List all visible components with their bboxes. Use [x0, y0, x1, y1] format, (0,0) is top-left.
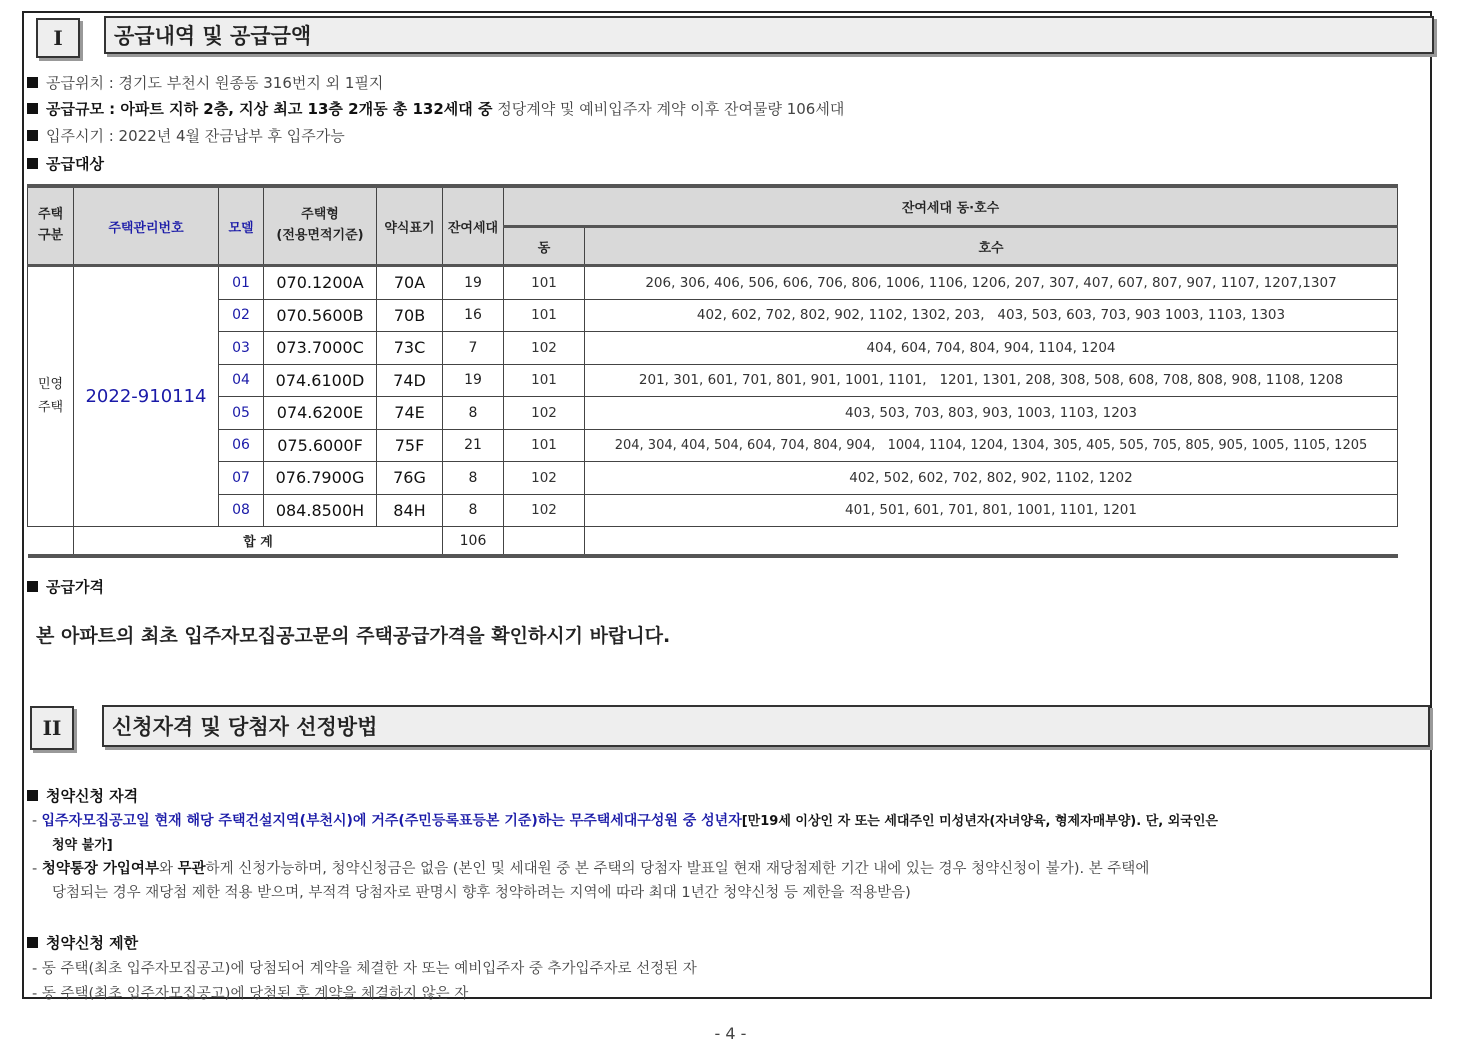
- supply-scale-bold: 공급규모 : 아파트 지하 2층, 지상 최고 13층 2개동 총 132세대 중: [46, 100, 493, 118]
- housing-type-cell: 084.8500H: [264, 494, 377, 527]
- housing-type-cell: 073.7000C: [264, 332, 377, 365]
- price-text: 본 아파트의 최초 입주자모집공고문의 주택공급가격을 확인하시기 바랍니다.: [36, 625, 671, 647]
- bullet-square-icon: [27, 790, 38, 801]
- supply-table-body: [28, 266, 1398, 527]
- dong-cell: 102: [504, 397, 585, 430]
- abbr-cell: 70B: [377, 299, 443, 332]
- supply-location: 공급위치 : 경기도 부천시 원종동 316번지 외 1필지: [27, 72, 383, 93]
- remaining-cell: 16: [443, 299, 504, 332]
- move-in-date: 입주시기 : 2022년 4월 잔금납부 후 입주가능: [27, 125, 345, 146]
- housing-type-cell: 070.1200A: [264, 266, 377, 300]
- dong-cell: 101: [504, 299, 585, 332]
- abbr-cell: 76G: [377, 462, 443, 495]
- table-row: [28, 462, 1398, 495]
- table-row: [28, 364, 1398, 397]
- supply-scale: [27, 98, 844, 119]
- remaining-cell: 7: [443, 332, 504, 365]
- abbr-cell: 73C: [377, 332, 443, 365]
- table-row: [28, 397, 1398, 430]
- model-cell: 01: [219, 266, 264, 300]
- dong-cell: 101: [504, 266, 585, 300]
- model-cell: 07: [219, 462, 264, 495]
- bullet-square-icon: [27, 937, 38, 948]
- model-cell: 03: [219, 332, 264, 365]
- hosu-cell: 402, 602, 702, 802, 902, 1102, 1302, 203, 403, 503, 603, 703, 903 1003, 1103, 1303: [585, 299, 1398, 332]
- limit-heading: 청약신청 제한: [27, 932, 138, 953]
- abbr-cell: 70A: [377, 266, 443, 300]
- dong-cell: 102: [504, 332, 585, 365]
- supply-target-heading: 공급대상: [27, 153, 104, 174]
- dong-cell: 101: [504, 429, 585, 462]
- bullet-square-icon: [27, 103, 38, 114]
- total-label: 합 계: [74, 527, 443, 557]
- header-units-group: 잔여세대 동·호수: [504, 186, 1398, 227]
- housing-type-cell: 074.6100D: [264, 364, 377, 397]
- hosu-cell: 404, 604, 704, 804, 904, 1104, 1204: [585, 332, 1398, 365]
- total-hosu-empty: [585, 527, 1398, 557]
- remaining-cell: 19: [443, 364, 504, 397]
- abbr-cell: 74D: [377, 364, 443, 397]
- qualification-line-1: - 입주자모집공고일 현재 해당 주택건설지역(부천시)에 거주(주민등록표등본 기준)하는 무주택세대구성원 중 성년자[만19세 이상인 자 또는 세대주인 미성년자(자녀양육, 형제자매부양). 단, 외국인은: [32, 813, 1218, 829]
- header-dong: 동: [504, 227, 585, 266]
- section-2-header: [30, 706, 1430, 750]
- abbr-cell: 84H: [377, 494, 443, 527]
- page-number: - 4 -: [714, 1024, 747, 1043]
- qualification-blue-text: 입주자모집공고일 현재 해당 주택건설지역(부천시)에 거주(주민등록표등본 기준)하는 무주택세대구성원 중 성년자: [41, 813, 742, 829]
- abbr-cell: 75F: [377, 429, 443, 462]
- total-empty-cell: [28, 527, 74, 557]
- table-row: [28, 332, 1398, 365]
- header-abbr: 약식표기: [377, 186, 443, 266]
- abbr-cell: 74E: [377, 397, 443, 430]
- supply-table: [27, 184, 1398, 558]
- dong-cell: 101: [504, 364, 585, 397]
- qualification-line-2: 청약 불가]: [52, 838, 113, 853]
- limit-line-1: - 동 주택(최초 입주자모집공고)에 당첨되어 계약을 체결한 자 또는 예비입주자 중 추가입주자로 선정된 자: [32, 961, 697, 977]
- section-1-number: I: [36, 18, 80, 58]
- model-cell: 08: [219, 494, 264, 527]
- hosu-cell: 201, 301, 601, 701, 801, 901, 1001, 1101, 1201, 1301, 208, 308, 508, 608, 708, 808, 908, 1108, 1208: [585, 364, 1398, 397]
- bank-bold-1: 청약통장 가입여부: [41, 861, 159, 877]
- total-dong-empty: [504, 527, 585, 557]
- mgmt-no-cell: 2022-910114: [74, 266, 219, 527]
- type-cell: 민영 주택: [28, 266, 74, 527]
- remaining-cell: 8: [443, 397, 504, 430]
- housing-type-cell: 075.6000F: [264, 429, 377, 462]
- model-cell: 04: [219, 364, 264, 397]
- hosu-cell: 401, 501, 601, 701, 801, 1001, 1101, 1201: [585, 494, 1398, 527]
- housing-type-cell: 076.7900G: [264, 462, 377, 495]
- model-cell: 06: [219, 429, 264, 462]
- section-1-header: [36, 18, 1434, 58]
- header-remaining: 잔여세대: [443, 186, 504, 266]
- header-hosu: 호수: [585, 227, 1398, 266]
- header-housing-type: 주택형 (전용면적기준): [264, 186, 377, 266]
- section-2-title: 신청자격 및 당첨자 선정방법: [102, 705, 1430, 747]
- qualification-heading: 청약신청 자격: [27, 785, 138, 806]
- limit-line-2: - 동 주택(최초 입주자모집공고)에 당첨된 후 계약을 체결하지 않은 자: [32, 986, 469, 1002]
- total-row: [28, 527, 1398, 557]
- bullet-square-icon: [27, 77, 38, 88]
- remaining-cell: 8: [443, 494, 504, 527]
- bank-line-2: 당첨되는 경우 재당첨 제한 적용 받으며, 부적격 당첨자로 판명시 향후 청약하려는 지역에 따라 최대 1년간 청약신청 등 제한을 적용받음): [52, 885, 911, 901]
- header-mgmt-no: 주택관리번호: [74, 186, 219, 266]
- remaining-cell: 19: [443, 266, 504, 300]
- table-row: [28, 266, 1398, 300]
- bank-line-1: - 청약통장 가입여부와 무관하게 신청가능하며, 청약신청금은 없음 (본인 및 세대원 중 본 주택의 당첨자 발표일 현재 재당첨제한 기간 내에 있는 경우 청약신청이 불가). 본 주택에: [32, 861, 1150, 877]
- bullet-square-icon: [27, 130, 38, 141]
- dong-cell: 102: [504, 462, 585, 495]
- remaining-cell: 8: [443, 462, 504, 495]
- hosu-cell: 402, 502, 602, 702, 802, 902, 1102, 1202: [585, 462, 1398, 495]
- table-row: [28, 494, 1398, 527]
- model-cell: 05: [219, 397, 264, 430]
- hosu-cell: 403, 503, 703, 803, 903, 1003, 1103, 1203: [585, 397, 1398, 430]
- remaining-cell: 21: [443, 429, 504, 462]
- supply-scale-rest: 정당계약 및 예비입주자 계약 이후 잔여물량 106세대: [492, 100, 845, 118]
- qualification-black-text: [만19세 이상인 자 또는 세대주인 미성년자(자녀양육, 형제자매부양). 단, 외국인은: [741, 814, 1218, 829]
- section-2-number: II: [30, 706, 74, 750]
- housing-type-cell: 074.6200E: [264, 397, 377, 430]
- dong-cell: 102: [504, 494, 585, 527]
- bullet-square-icon: [27, 581, 38, 592]
- total-value: 106: [443, 527, 504, 557]
- model-cell: 02: [219, 299, 264, 332]
- price-heading: 공급가격: [27, 576, 104, 597]
- header-model: 모델: [219, 186, 264, 266]
- housing-type-cell: 070.5600B: [264, 299, 377, 332]
- bullet-square-icon: [27, 158, 38, 169]
- hosu-cell: 206, 306, 406, 506, 606, 706, 806, 1006, 1106, 1206, 207, 307, 407, 607, 807, 907, 1107, 1207,1307: [585, 266, 1398, 300]
- hosu-cell: 204, 304, 404, 504, 604, 704, 804, 904, 1004, 1104, 1204, 1304, 305, 405, 505, 705, 805, 905, 1005, 1105, 1205: [585, 429, 1398, 462]
- table-row: [28, 429, 1398, 462]
- bank-bold-2: 무관: [177, 861, 206, 877]
- section-1-title: 공급내역 및 공급금액: [104, 16, 1434, 54]
- header-type: 주택 구분: [28, 186, 74, 266]
- table-row: [28, 299, 1398, 332]
